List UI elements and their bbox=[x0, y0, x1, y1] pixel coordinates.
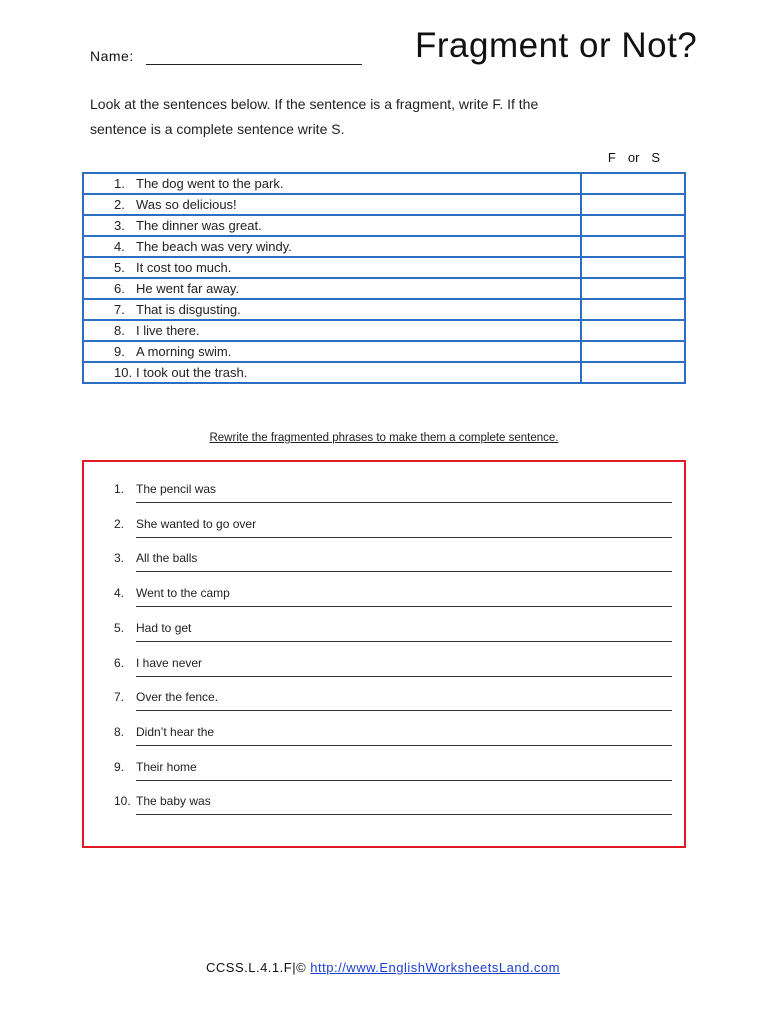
answer-line[interactable] bbox=[136, 537, 672, 538]
table-row bbox=[83, 194, 685, 215]
phrase-number: 3. bbox=[114, 551, 125, 566]
page-title: Fragment or Not? bbox=[415, 26, 698, 65]
sentence-text: I live there. bbox=[136, 323, 200, 338]
sentence-cell bbox=[83, 362, 581, 383]
table-row bbox=[83, 236, 685, 257]
sentence-text: He went far away. bbox=[136, 281, 240, 296]
sentence-cell bbox=[83, 194, 581, 215]
phrase-text: The baby was bbox=[136, 794, 211, 809]
answer-line[interactable] bbox=[136, 606, 672, 607]
phrase-number: 9. bbox=[114, 759, 125, 774]
phrase-text: Went to the camp bbox=[136, 586, 230, 601]
name-line[interactable] bbox=[146, 64, 362, 65]
answer-line[interactable] bbox=[136, 641, 672, 642]
answer-cell[interactable] bbox=[581, 341, 685, 362]
table-row bbox=[83, 215, 685, 236]
sentence-cell bbox=[83, 173, 581, 194]
answer-cell[interactable] bbox=[581, 173, 685, 194]
rewrite-box bbox=[82, 460, 686, 848]
sentence-text: That is disgusting. bbox=[136, 302, 241, 317]
answer-header-s: S bbox=[651, 150, 661, 165]
footer-link[interactable]: http://www.EnglishWorksheetsLand.com bbox=[310, 960, 560, 975]
footer-code: CCSS.L.4.1.F|© bbox=[206, 960, 307, 975]
instructions-line-2: sentence is a complete sentence write S. bbox=[90, 121, 345, 137]
answer-cell[interactable] bbox=[581, 320, 685, 341]
sentence-number: 7. bbox=[114, 302, 125, 317]
phrase-number: 2. bbox=[114, 516, 125, 531]
phrase-text: Had to get bbox=[136, 620, 192, 635]
sentence-text: The beach was very windy. bbox=[136, 239, 292, 254]
phrase-text: I have never bbox=[136, 655, 203, 670]
answer-cell[interactable] bbox=[581, 236, 685, 257]
footer bbox=[206, 960, 560, 975]
phrase-text: The pencil was bbox=[136, 482, 217, 496]
sentence-text: The dog went to the park. bbox=[136, 176, 284, 191]
instructions-line-1: Look at the sentences below. If the sentence is a fragment, write F. If the bbox=[90, 96, 539, 112]
phrase-number: 7. bbox=[114, 690, 125, 705]
sentence-text: It cost too much. bbox=[136, 260, 232, 275]
answer-cell[interactable] bbox=[581, 299, 685, 320]
answer-column-header bbox=[582, 150, 686, 165]
answer-header-f: F bbox=[607, 150, 616, 165]
answer-line[interactable] bbox=[136, 745, 672, 746]
answer-line[interactable] bbox=[136, 502, 672, 503]
sentence-number: 10. bbox=[114, 365, 133, 380]
sentence-cell bbox=[83, 236, 581, 257]
phrase-text: She wanted to go over bbox=[136, 516, 257, 531]
sentence-cell bbox=[83, 278, 581, 299]
answer-header-or: or bbox=[627, 150, 640, 165]
sentence-cell bbox=[83, 341, 581, 362]
table-row bbox=[83, 173, 685, 194]
table-row bbox=[83, 320, 685, 341]
answer-line[interactable] bbox=[136, 571, 672, 572]
phrase-text: All the balls bbox=[136, 551, 198, 566]
sentence-cell bbox=[83, 320, 581, 341]
phrase-number: 8. bbox=[114, 724, 125, 739]
table-row bbox=[83, 341, 685, 362]
sentence-number: 9. bbox=[114, 344, 125, 359]
phrase-text: Their home bbox=[136, 759, 197, 774]
answer-cell[interactable] bbox=[581, 257, 685, 278]
phrase-number: 4. bbox=[114, 586, 125, 601]
sentence-number: 5. bbox=[114, 260, 125, 275]
sentence-text: Was so delicious! bbox=[136, 197, 237, 212]
sentence-cell bbox=[83, 215, 581, 236]
sentence-number: 8. bbox=[114, 323, 125, 338]
name-label: Name: bbox=[90, 48, 134, 64]
sentence-number: 6. bbox=[114, 281, 125, 296]
answer-cell[interactable] bbox=[581, 215, 685, 236]
sentence-number: 4. bbox=[114, 239, 125, 254]
phrase-text: Over the fence. bbox=[136, 690, 219, 705]
sentence-number: 3. bbox=[114, 218, 125, 233]
phrase-number: 10. bbox=[114, 794, 131, 809]
sentence-text: I took out the trash. bbox=[136, 365, 248, 380]
table-row bbox=[83, 257, 685, 278]
table-row bbox=[83, 278, 685, 299]
answer-cell[interactable] bbox=[581, 278, 685, 299]
phrase-text: Didn’t hear the bbox=[136, 724, 215, 739]
sentence-cell bbox=[83, 257, 581, 278]
sentence-text: A morning swim. bbox=[136, 344, 232, 359]
answer-line[interactable] bbox=[136, 710, 672, 711]
sentence-text: The dinner was great. bbox=[136, 218, 262, 233]
instructions bbox=[90, 92, 650, 142]
rewrite-title: Rewrite the fragmented phrases to make them a complete sentence. bbox=[209, 432, 559, 444]
table-row bbox=[83, 362, 685, 383]
phrase-number: 5. bbox=[114, 620, 125, 635]
phrase-number: 1. bbox=[114, 482, 125, 496]
answer-cell[interactable] bbox=[581, 194, 685, 215]
sentence-number: 2. bbox=[114, 197, 125, 212]
answer-line[interactable] bbox=[136, 676, 672, 677]
answer-line[interactable] bbox=[136, 780, 672, 781]
sentence-cell bbox=[83, 299, 581, 320]
sentence-table bbox=[82, 172, 686, 384]
sentence-number: 1. bbox=[114, 176, 125, 191]
table-row bbox=[83, 299, 685, 320]
answer-cell[interactable] bbox=[581, 362, 685, 383]
phrase-number: 6. bbox=[114, 655, 125, 670]
answer-line[interactable] bbox=[136, 814, 672, 815]
